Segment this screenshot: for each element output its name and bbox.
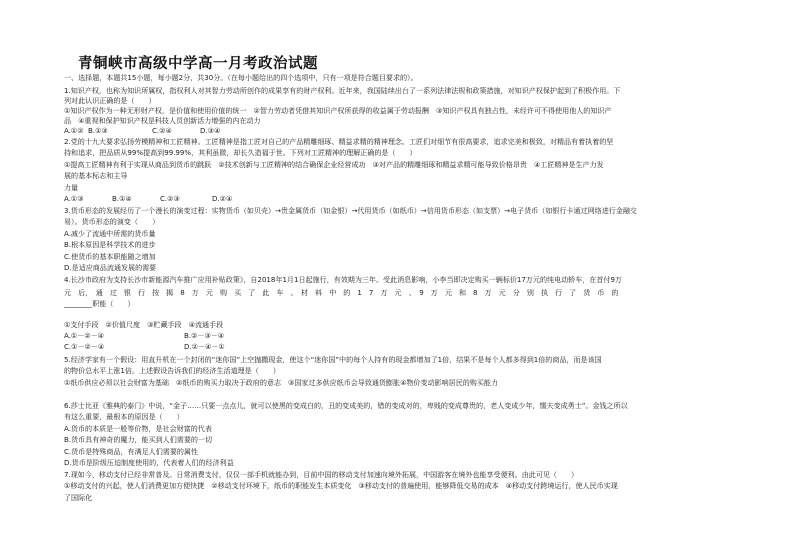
q3-stem-line-1: 3.货币形态的发展经历了一个漫长的演变过程：实物货币（如贝壳）→贵金属货币（如金银）→代用货币（如纸币）→信用货币形态（如支票）→电子货币（如银行卡通过网络进行金融交 xyxy=(64,206,637,215)
q6-option-d: D.货币是阶级压迫制度使用的，代表着人们的经济利益 xyxy=(64,458,234,467)
q1-statements-line-1: ①知识产权作为一种无形财产权，是价值和使用价值的统一 ②智力劳动者凭借其知识产权所获得的收益属于劳动报酬 ③知识产权具有独占性，未经许可不得使用他人的知识产 xyxy=(64,106,612,115)
q2-option-d: D.②④ xyxy=(212,194,233,203)
q2-option-a: A.①③ xyxy=(64,194,84,203)
q7-statements-line-2: 了国际化 xyxy=(64,493,93,502)
q2-stem-line-1: 2.党的十九大要求弘扬劳模精神和工匠精神。工匠精神是指工匠对自己的产品精雕细琢、精益求精的精神理念。工匠们对细节有很高要求，追求完美和极致，对精品有着执着的坚 xyxy=(64,137,614,146)
q1-option-b: B.①③ xyxy=(88,126,108,135)
q3-option-c: C.使货币的基本职能随之增加 xyxy=(64,252,156,261)
q3-option-a: A.减少了流通中所需的货币量 xyxy=(64,229,156,238)
q6-option-c: C.货币是特殊商品，有满足人们需要的属性 xyxy=(64,447,199,456)
q4-option-d: D.②－④－① xyxy=(184,342,225,351)
q7-stem: 7.现如今，移动支付已经非常普及。日常消费支付，仅仅一部手机就能办到，目前中国的移动支付加速向境外拓展，中国游客在境外也能享受便利。由此可见（ ） xyxy=(64,470,579,479)
q4-statements: ①支付手段 ②价值尺度 ③贮藏手段 ④流通手段 xyxy=(64,320,224,329)
q4-stem-line-3: ________职能（ ） xyxy=(64,299,135,308)
q5-stem-line-2: 的物价总水平上涨1倍。上述假设告诉我们的经济生活道理是（ ） xyxy=(64,366,280,375)
q2-option-b: B.①④ xyxy=(112,194,132,203)
q4-stem-line-2: 元 后， 通 过 银 行 按 揭 8 万 元 购 买 了 此 车 。 材 料 中 的 1 7 万 元 、 9 万 元 和 8 万 元 分 别 执 行 了 货 币 的 xyxy=(64,288,619,297)
exam-title: 青铜峡市高级中学高一月考政治试题 xyxy=(78,55,318,72)
q1-stem-line-1: 1.知识产权，也称为知识所属权，指权利人对其智力劳动所创作的成果享有的财产权利。近年来，我国陆续出台了一系列法律法规和政策措施，对知识产权保护起到了积极作用。下 xyxy=(64,86,621,95)
q2-option-c: C.②③ xyxy=(160,194,180,203)
q6-stem-line-1: 6.莎士比亚《雅典的泰门》中说，“金子……只要一点点儿，就可以使黑的变成白的，丑的变成美的，错的变成对的，卑贱的变成尊贵的，老人变成少年，懦夫变成勇士”。金钱之所以 xyxy=(64,401,628,410)
section-heading: 一、选择题，本题共15小题，每小题2分，共30分。（在每小题给出的四个选项中，只有一项是符合题目要求的）。 xyxy=(64,73,418,82)
q3-option-d: D.是适应商品流通发展的需要 xyxy=(64,263,157,272)
q1-stem-line-2: 列对此认识正确的是（ ） xyxy=(64,96,156,105)
q7-statements-line-1: ①移动支付的兴起，使人们消费更加方便快捷 ②移动支付环境下，纸币的职能发生本质变化 ③移动支付的普遍使用，能够降低交易的成本 ④移动支付跨境运行，使人民币实现 xyxy=(64,481,618,490)
q4-option-b: B.②－③－④ xyxy=(184,331,225,340)
q6-option-b: B.货币具有神奇的魔力，能买到人们需要的一切 xyxy=(64,435,213,444)
q2-stem-line-2: 持和追求，把品质从99%提高到99.99%，其利虽微，却长久造福于世。下列对工匠精神的理解正确的是（ ） xyxy=(64,148,417,157)
q6-stem-line-2: 有这么重要，最根本的原因是（ ） xyxy=(64,412,184,421)
q4-stem-line-1: 4.长沙市政府为支持长沙市新能源汽车推广应用补贴政策》，自2018年1月1日起施行，有效期为三年。受此消息影响，小李当即决定购买一辆标价17万元的纯电动轿车，在首付9万 xyxy=(64,275,622,284)
q4-options xyxy=(64,331,304,353)
q1-option-a: A.①② xyxy=(64,126,84,135)
q5-stem-line-1: 5.经济学家有一个假设：用直升机在一个封闭的“迷你国”上空抛撒现金，使这个“迷你国”中的每个人持有的现金都增加了1倍，结果不是每个人都多得到1倍的商品，而是该国 xyxy=(64,355,602,364)
q4-option-a: A.①－②－④ xyxy=(64,331,104,340)
q3-stem-line-2: 易）。货币形态的演变（ ） xyxy=(64,217,160,226)
q3-option-b: B.根本原因是科学技术的进步 xyxy=(64,240,156,249)
q1-statements-line-2: 品 ④重视和保护知识产权是科技人员创新活力增强的内在动力 xyxy=(64,116,261,125)
q5-statements: ①纸币供应必须以社会财富为基础 ②纸币的购买力取决于政府的意志 ③国家过多供应纸币会导致通货膨胀④物价变动影响居民的购买能力 xyxy=(64,378,498,387)
q6-option-a: A.货币的本质是一般等价物，是社会财富的代表 xyxy=(64,424,212,433)
q2-statements-line-2: 展的基本标志和主导 xyxy=(64,171,128,180)
q4-option-c: C.①－②－④ xyxy=(64,342,105,351)
q1-option-c: C.②④ xyxy=(152,126,172,135)
q2-statements-line-1: ①提高工匠精神有利于实现从商品到货币的跳跃 ②技术创新与工匠精神的结合确保企业经营成功 ③对产品的精雕细琢和精益求精可能导致价格昂贵 ④工匠精神是生产力发 xyxy=(64,160,604,169)
q2-statements-line-3: 力量 xyxy=(64,183,79,192)
q1-option-d: D.③④ xyxy=(200,126,221,135)
